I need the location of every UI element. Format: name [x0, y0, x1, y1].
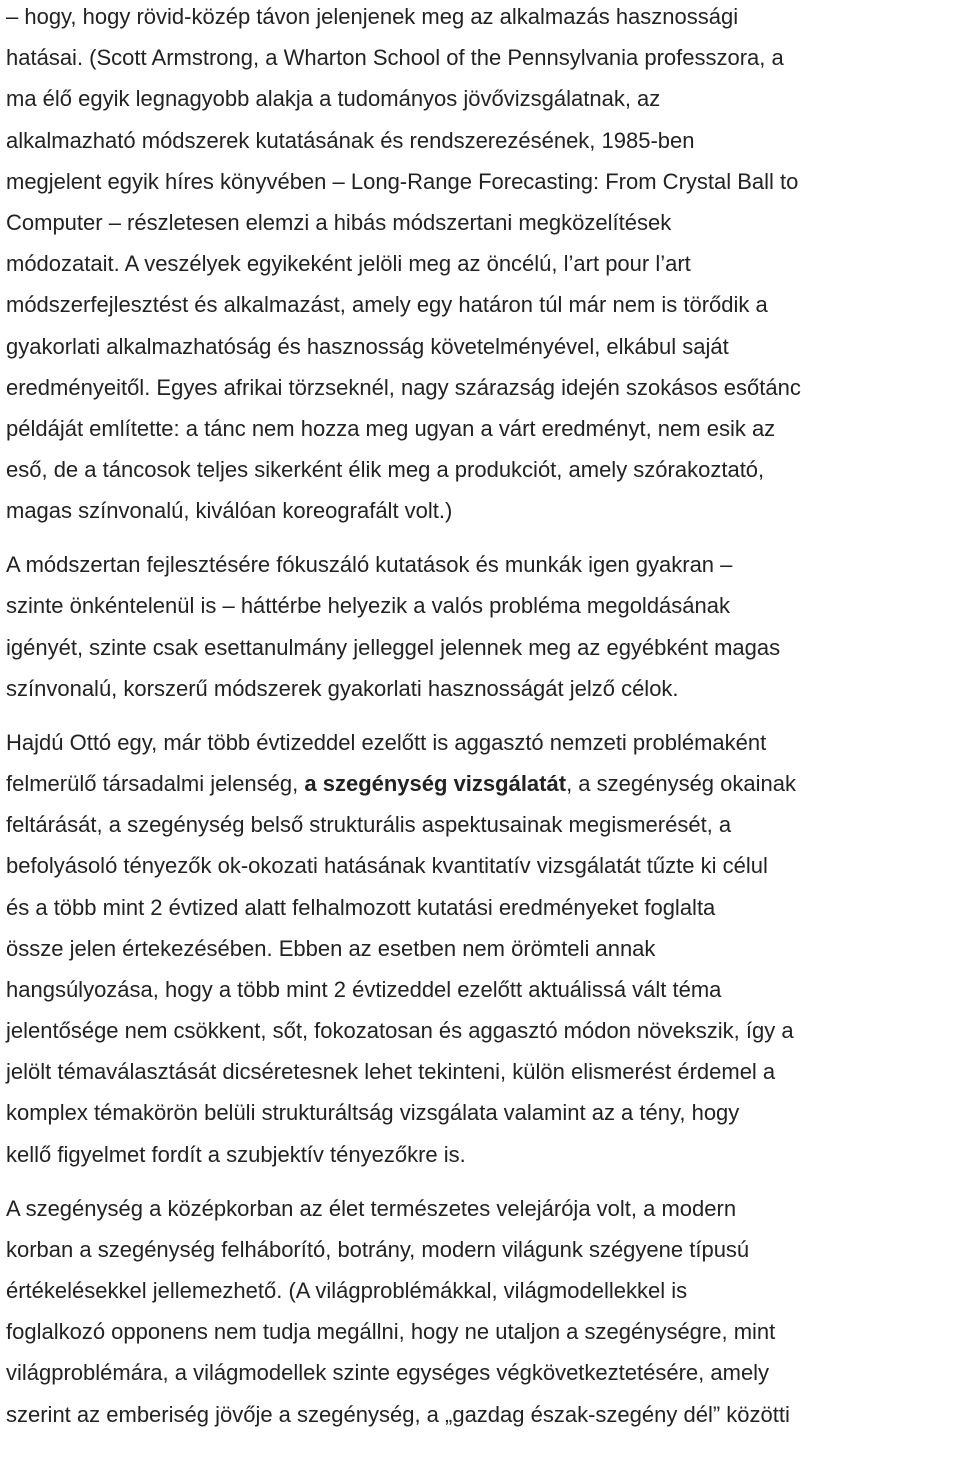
text-line: jelentősége nem csökkent, sőt, fokozatosan és aggasztó módon növekszik, így a	[6, 1018, 794, 1044]
text-line: szinte önkéntelenül is – háttérbe helyezik a valós probléma megoldásának	[6, 593, 730, 619]
paragraph-hajdu	[6, 722, 954, 1175]
text-line-with-emphasis	[6, 763, 954, 804]
text-line: össze jelen értekezésében. Ebben az esetben nem örömteli annak	[6, 935, 656, 961]
text-line: feltárását, a szegénység belső strukturális aspektusainak megismerését, a	[6, 812, 732, 838]
text-line: foglalkozó opponens nem tudja megállni, hogy ne utaljon a szegénységre, mint	[6, 1319, 776, 1345]
text-segment: , a szegénység okainak	[566, 770, 796, 796]
text-line: igényét, szinte csak esettanulmány jelleggel jelennek meg az egyébként magas	[6, 634, 781, 660]
text-line: magas színvonalú, kiválóan koreografált volt.)	[6, 498, 453, 524]
text-line: eső, de a táncosok teljes sikerként élik meg a produkciót, amely szórakoztató,	[6, 457, 765, 483]
text-line: szerint az emberiség jövője a szegénység, a „gazdag észak-szegény dél” közötti	[6, 1401, 790, 1427]
text-line: jelölt témaválasztását dicséretesnek lehet tekinteni, külön elismerést érdemel a	[6, 1059, 776, 1085]
text-line: korban a szegénység felháborító, botrány, modern világunk szégyene típusú	[6, 1236, 750, 1262]
text-line: módozatait. A veszélyek egyikeként jelöli meg az öncélú, l’art pour l’art	[6, 251, 691, 277]
text-line: A szegénység a középkorban az élet természetes velejárója volt, a modern	[6, 1195, 737, 1221]
text-line: befolyásoló tényezők ok-okozati hatásának kvantitatív vizsgálatát tűzte ki célul	[6, 853, 768, 879]
text-line: és a több mint 2 évtized alatt felhalmozott kutatási eredményeket foglalta	[6, 894, 716, 920]
text-line: hatásai. (Scott Armstrong, a Wharton School of the Pennsylvania professzora, a	[6, 45, 784, 71]
text-line: komplex témakörön belüli strukturáltság vizsgálata valamint az a tény, hogy	[6, 1100, 740, 1126]
text-line: Hajdú Ottó egy, már több évtizeddel ezelőtt is aggasztó nemzeti problémaként	[6, 729, 767, 755]
paragraph-poverty	[6, 1188, 954, 1435]
text-line: megjelent egyik híres könyvében – Long-Range Forecasting: From Crystal Ball to	[6, 168, 799, 194]
text-line: alkalmazható módszerek kutatásának és rendszerezésének, 1985-ben	[6, 127, 695, 153]
text-line: Computer – részletesen elemzi a hibás módszertani megközelítések	[6, 209, 672, 235]
text-line: példáját említette: a tánc nem hozza meg ugyan a várt eredményt, nem esik az	[6, 415, 776, 441]
text-line: értékelésekkel jellemezhető. (A világproblémákkal, világmodellekkel is	[6, 1278, 688, 1304]
text-segment: felmerülő társadalmi jelenség,	[6, 770, 305, 796]
document-page	[6, 0, 954, 1448]
text-line: ma élő egyik legnagyobb alakja a tudományos jövővizsgálatnak, az	[6, 86, 661, 112]
text-line: módszerfejlesztést és alkalmazást, amely egy határon túl már nem is törődik a	[6, 292, 768, 318]
text-line: színvonalú, korszerű módszerek gyakorlati hasznosságát jelző célok.	[6, 675, 679, 701]
text-line: – hogy, hogy rövid-közép távon jelenjenek meg az alkalmazás hasznossági	[6, 4, 739, 29]
text-line: eredményeitől. Egyes afrikai törzseknél, nagy szárazság idején szokásos esőtánc	[6, 374, 801, 400]
text-line: hangsúlyozása, hogy a több mint 2 évtizeddel ezelőtt aktuálissá vált téma	[6, 976, 722, 1002]
text-line: világproblémára, a világmodellek szinte egységes végkövetkeztetésére, amely	[6, 1360, 770, 1386]
text-line: gyakorlati alkalmazhatóság és hasznosság követelményével, elkábul saját	[6, 333, 729, 359]
paragraph-methodology	[6, 544, 954, 709]
paragraph-armstrong	[6, 0, 954, 531]
text-line: A módszertan fejlesztésére fókuszáló kutatások és munkák igen gyakran –	[6, 552, 733, 578]
text-line: kellő figyelmet fordít a szubjektív tényezőkre is.	[6, 1141, 466, 1167]
emphasis-poverty-study: a szegénység vizsgálatát	[304, 770, 567, 796]
